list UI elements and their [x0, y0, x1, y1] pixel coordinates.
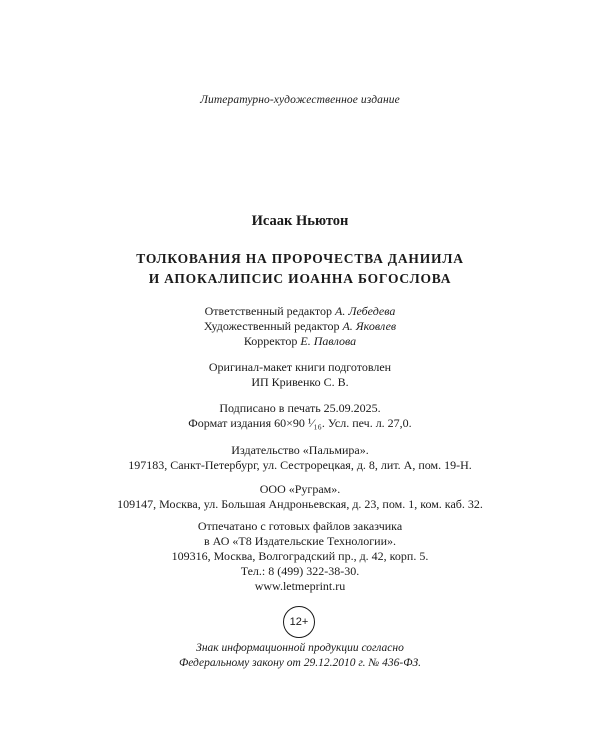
print-info-block [0, 401, 600, 431]
book-title [0, 249, 600, 289]
notice-line-1: Знак информационной продукции согласно [196, 642, 404, 654]
credit-person: А. Лебедева [335, 304, 396, 318]
publisher-name: Издательство «Пальмира». [231, 443, 369, 457]
book-title-line-1: ТОЛКОВАНИЯ НА ПРОРОЧЕСТВА ДАНИИЛА [136, 251, 464, 266]
credit-role: Корректор [243, 334, 301, 348]
notice-line-2: Федеральному закону от 29.12.2010 г. № 436-ФЗ. [178, 657, 422, 669]
distributor-name: ООО «Руграм». [259, 482, 341, 496]
distributor-address: 109147, Москва, ул. Большая Андроньевская, д. 23, пом. 1, ком. каб. 32. [117, 497, 483, 511]
printer-line-1: Отпечатано с готовых файлов заказчика [197, 519, 403, 533]
age-rating-badge: 12+ [283, 606, 315, 638]
print-format: Формат издания 60×90 ¹⁄₁₆. Усл. печ. л. 27,0. [188, 416, 412, 430]
credit-role: Ответственный редактор [204, 304, 336, 318]
book-title-line-2: И АПОКАЛИПСИС ИОАННА БОГОСЛОВА [148, 271, 452, 286]
layout-block [0, 360, 600, 390]
layout-line-1: Оригинал-макет книги подготовлен [208, 360, 392, 374]
credit-person: А. Яковлев [342, 319, 397, 333]
credit-art-editor [0, 319, 600, 334]
distributor-block [0, 482, 600, 512]
credit-person: Е. Павлова [300, 334, 357, 348]
print-date: Подписано в печать 25.09.2025. [219, 401, 381, 415]
credit-proofreader [0, 334, 600, 349]
printer-line-2: в АО «Т8 Издательские Технологии». [203, 534, 397, 548]
layout-line-2: ИП Кривенко С. В. [251, 375, 349, 389]
printer-block [0, 519, 600, 594]
credit-role: Художественный редактор [203, 319, 343, 333]
edition-genre: Литературно-художественное издание [200, 94, 400, 106]
author-name: Исаак Ньютон [251, 213, 349, 229]
credit-chief-editor [0, 304, 600, 319]
printer-address: 109316, Москва, Волгоградский пр., д. 42, корп. 5. [171, 549, 429, 563]
information-notice [0, 641, 600, 671]
credits-block [0, 304, 600, 349]
publisher-block [0, 443, 600, 473]
printer-phone: Тел.: 8 (499) 322-38-30. [240, 564, 360, 578]
publisher-address: 197183, Санкт-Петербург, ул. Сестрорецкая, д. 8, лит. А, пом. 19-Н. [128, 458, 472, 472]
printer-website: www.letmeprint.ru [254, 579, 346, 593]
